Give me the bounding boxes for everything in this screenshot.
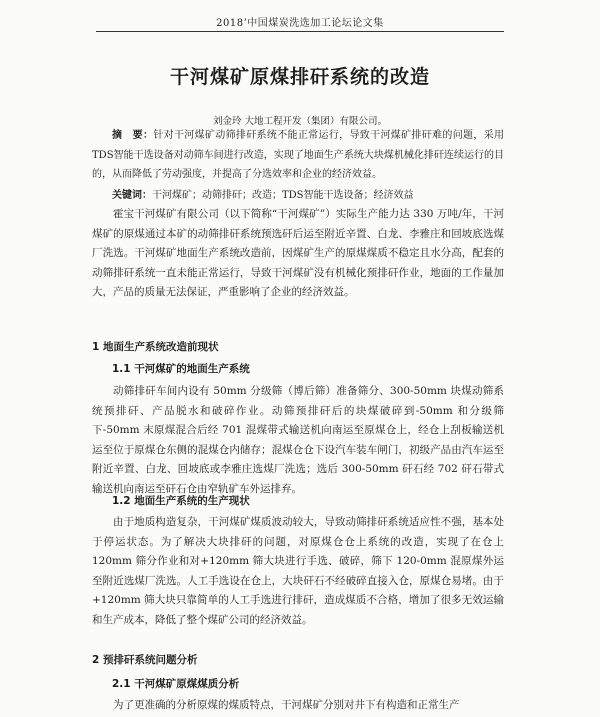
section-1-2-paragraph: 由于地质构造复杂，干河煤矿煤质波动较大，导致动筛排矸系统适应性不强，基本处于停运状态。为了解决大块排矸的问题，对原煤仓仓上系统的改造，实现了在仓上 120mm 筛分作业和对+120mm 筛大块进行手选、破碎，筛下 120-0mm 混原煤外运至附近选煤厂洗选。人工手选设在仓上，大块矸石不经破碎直接入仓，原煤仓易堵。由于+120mm 筛大块只靠简单的人工手选进行排矸，造成煤质不合格，增加了很多无效运输和生产成本，降低了整个煤矿公司的经济效益。 [92, 516, 504, 626]
intro-paragraph: 霍宝干河煤矿有限公司（以下简称“干河煤矿”）实际生产能力达 330 万吨/年，干河煤矿的原煤通过本矿的动筛排矸系统预选矸后运至附近辛置、白龙、李雅庄和回坡底选煤厂洗选。干河煤矿地面生产系统改造前，因煤矿生产的原煤煤质不稳定且水分高，配套的动筛排矸系统一直未能正常运行，导致干河煤矿没有机械化预排矸作业，地面的工作量加大，产品的质量无法保证，严重影响了企业的经济效益。 [92, 208, 504, 298]
keywords-label: 关键词： [112, 190, 152, 201]
section-1-1-heading: 1.1 干河煤矿的地面生产系统 [112, 363, 250, 375]
paper-title: 干河煤矿原煤排矸系统的改造 [169, 66, 430, 88]
section-1-2-heading: 1.2 地面生产系统的生产现状 [112, 495, 250, 507]
abstract-text: 针对干河煤矿动筛排矸系统不能正常运行，导致干河煤矿排矸难的问题，采用TDS智能干选设备对动筛车间进行改造，实现了地面生产系统大块煤机械化排矸连续运行的目的，从而降低了劳动强度，并提高了分选效率和企业的经济效益。 [92, 130, 505, 180]
section-2-1-paragraph: 为了更准确的分析原煤的煤质特点，干河煤矿分别对井下有构造和正常生产 [113, 699, 460, 711]
authors-line: 刘金玲 大地工程开发（集团）有限公司。 [212, 116, 388, 127]
section-2-heading: 2 预排矸系统问题分析 [92, 654, 198, 666]
section-1-heading: 1 地面生产系统改造前现状 [92, 341, 219, 353]
keywords-text: 干河煤矿；动筛排矸；改造；TDS智能干选设备；经济效益 [152, 190, 414, 201]
section-2-1-heading: 2.1 干河煤矿原煤煤质分析 [112, 678, 240, 690]
abstract [92, 126, 504, 185]
abstract-label: 摘 要： [112, 130, 154, 141]
section-1-1-paragraph: 动筛排矸车间内设有 50mm 分级筛（博后筛）准备筛分、300-50mm 块煤动筛系统预排矸、产品脱水和破碎作业。动筛预排矸后的块煤破碎到-50mm 和分级筛下-50mm 末原煤混合后经 701 混煤带式输送机向南运至原煤仓上，经仓上刮板输送机运至位于原煤仓东侧的混煤仓内储存；混煤仓仓下设汽车装车闸门，初级产品由汽车运至附近辛置、白龙、回坡底或李雅庄选煤厂洗选；选后 300-50mm 矸石经 702 矸石带式输送机向南运至矸石仓由窄轨矿车外运排弃。 [92, 385, 504, 495]
running-header: 2018’中国煤炭洗选加工论坛论文集 [216, 18, 384, 29]
header-rule [96, 31, 504, 32]
keywords [92, 186, 504, 206]
